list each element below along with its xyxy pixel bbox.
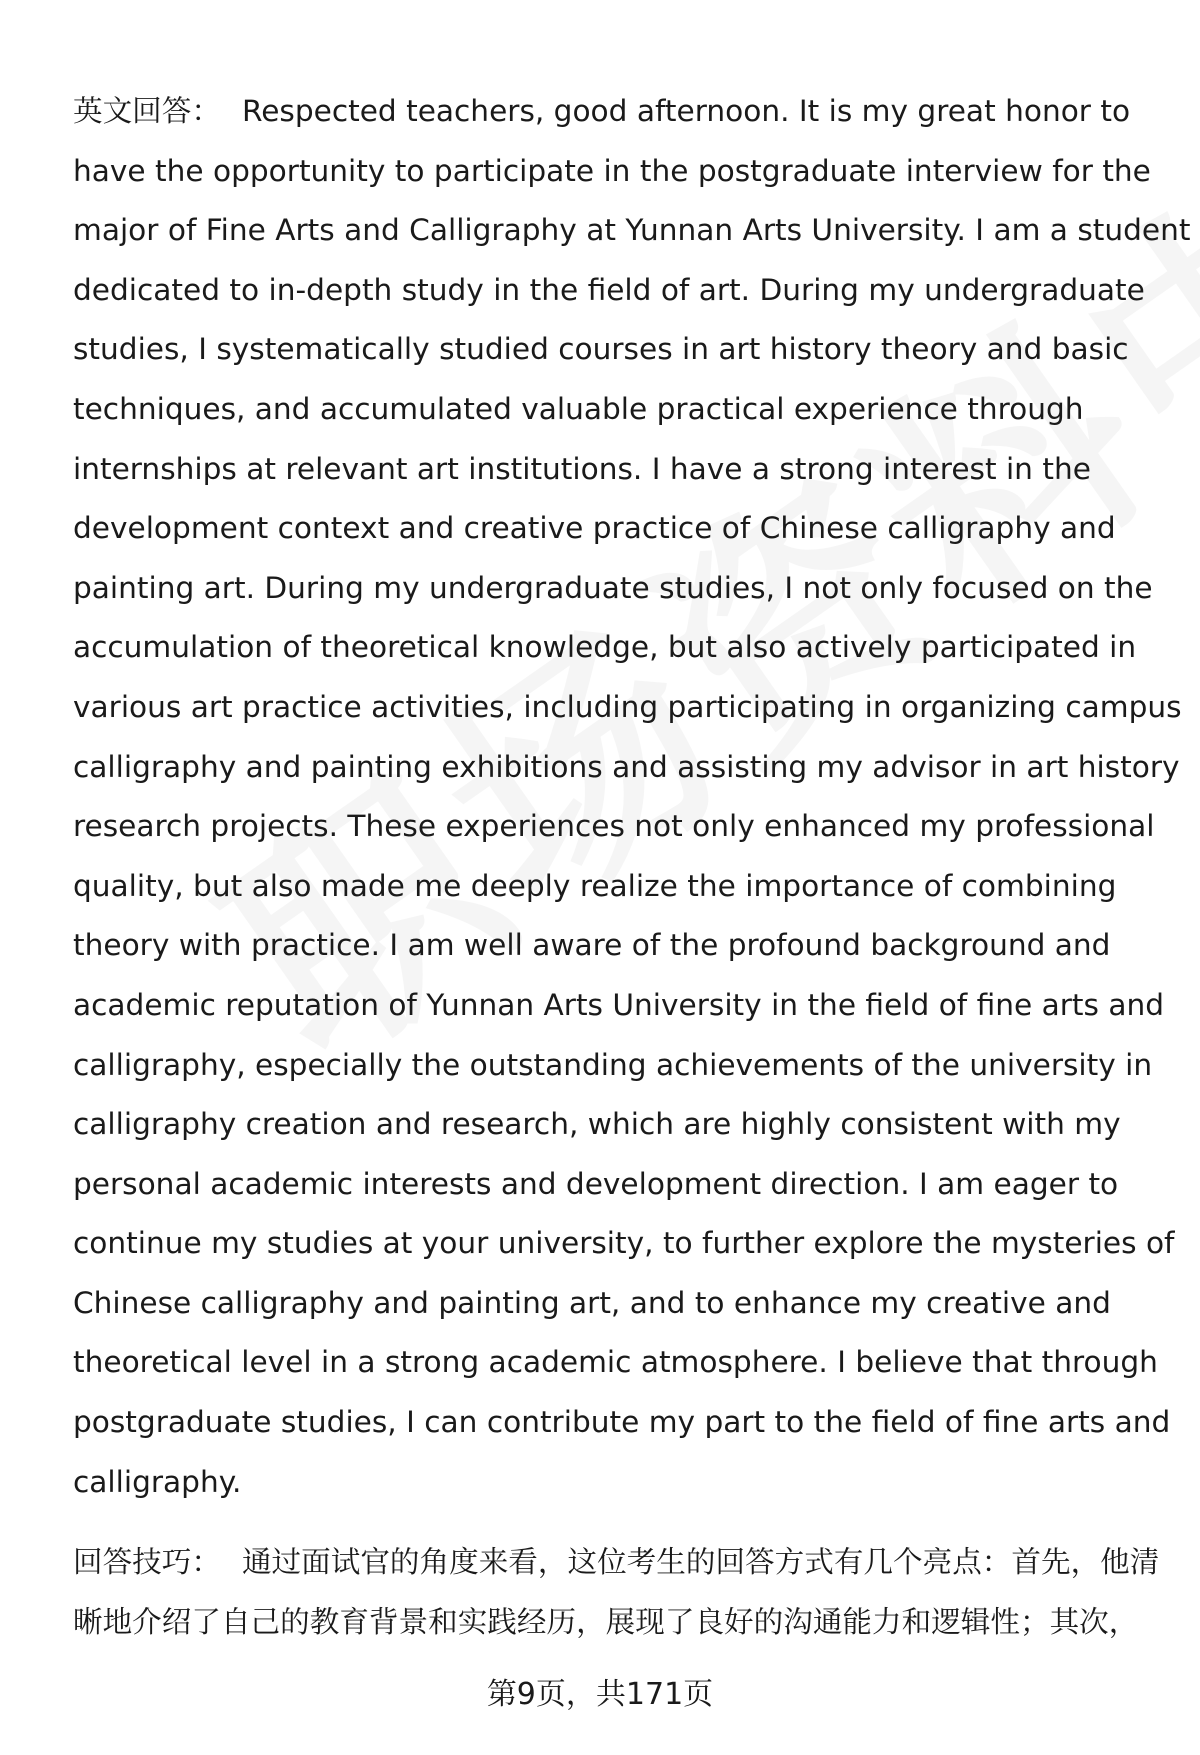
answer-tips-line: 通过面试官的角度来看，这位考生的回答方式有几个亮点：首先，他清 bbox=[241, 1545, 1160, 1580]
english-answer-line: internships at relevant art institutions. I have a strong interest in the bbox=[73, 451, 1091, 486]
english-answer-line: postgraduate studies, I can contribute my part to the field of fine arts and bbox=[73, 1405, 1171, 1440]
english-answer-line: Chinese calligraphy and painting art, and to enhance my creative and bbox=[73, 1285, 1111, 1320]
english-answer-line: calligraphy and painting exhibitions and assisting my advisor in art history bbox=[73, 749, 1180, 784]
english-answer-line: theory with practice. I am well aware of the profound background and bbox=[73, 928, 1111, 963]
english-answer-line: development context and creative practice of Chinese calligraphy and bbox=[73, 511, 1116, 546]
document-page bbox=[73, 82, 1191, 1652]
english-answer-line: personal academic interests and development direction. I am eager to bbox=[73, 1166, 1119, 1201]
english-answer-line: studies, I systematically studied courses in art history theory and basic bbox=[73, 332, 1129, 367]
english-answer-line: quality, but also made me deeply realize the importance of combining bbox=[73, 868, 1117, 903]
english-answer-line: calligraphy. bbox=[73, 1464, 242, 1499]
english-answer-line: continue my studies at your university, to further explore the mysteries of bbox=[73, 1226, 1175, 1261]
english-answer-line: have the opportunity to participate in the postgraduate interview for the bbox=[73, 153, 1151, 188]
english-answer-line: painting art. During my undergraduate studies, I not only focused on the bbox=[73, 570, 1153, 605]
page-indicator: 第9页，共171页 bbox=[486, 1677, 714, 1712]
english-answer-line: calligraphy, especially the outstanding achievements of the university in bbox=[73, 1047, 1153, 1082]
english-answer-line: calligraphy creation and research, which are highly consistent with my bbox=[73, 1107, 1121, 1142]
english-answer-line: techniques, and accumulated valuable practical experience through bbox=[73, 391, 1084, 426]
english-answer-line: accumulation of theoretical knowledge, but also actively participated in bbox=[73, 630, 1137, 665]
english-answer-line: research projects. These experiences not only enhanced my professional bbox=[73, 809, 1155, 844]
answer-tips-block bbox=[73, 1533, 1158, 1652]
english-answer-block bbox=[73, 82, 1191, 1512]
english-answer-line: various art practice activities, including participating in organizing campus bbox=[73, 689, 1182, 724]
english-answer-line: dedicated to in-depth study in the field of art. During my undergraduate bbox=[73, 272, 1145, 307]
english-answer-line: Respected teachers, good afternoon. It is my great honor to bbox=[241, 94, 1131, 128]
answer-tips-label: 回答技巧： bbox=[73, 1545, 221, 1580]
english-answer-label: 英文回答： bbox=[73, 94, 221, 128]
english-answer-line: theoretical level in a strong academic atmosphere. I believe that through bbox=[73, 1345, 1158, 1380]
english-answer-line: major of Fine Arts and Calligraphy at Yunnan Arts University. I am a student bbox=[73, 213, 1191, 248]
english-answer-line: academic reputation of Yunnan Arts University in the field of fine arts and bbox=[73, 987, 1165, 1022]
answer-tips-line: 晰地介绍了自己的教育背景和实践经历，展现了良好的沟通能力和逻辑性；其次， bbox=[73, 1604, 1139, 1639]
